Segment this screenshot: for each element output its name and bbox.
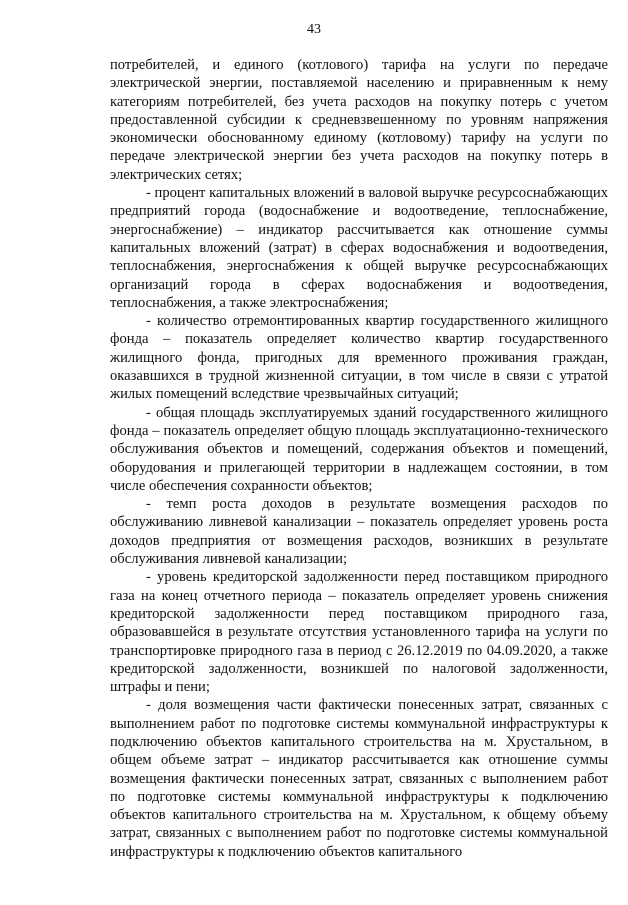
paragraph-building-area: - общая площадь эксплуатируемых зданий государственного жилищного фонда – показатель определяет общую площадь эксплуатационно-технического обслуживания объектов и помещений, содержания объектов и помещений, оборудования и прилегающей территории в надлежащем состоянии, в том числе обеспечения сохранности объектов;: [110, 404, 608, 494]
page-number: 43: [307, 22, 321, 37]
paragraph-storm-sewer-revenue: - темп роста доходов в результате возмещения расходов по обслуживанию ливневой канализации – показатель определяет уровень роста доходов предприятия от возмещения расходов, возникших в результате обслуживания ливневой канализации;: [110, 496, 608, 568]
paragraph-gas-debt: - уровень кредиторской задолженности перед поставщиком природного газа на конец отчетного периода – показатель определяет уровень снижения кредиторской задолженности перед поставщиком природного газа, образовавшейся в результате отсутствия установленного тарифа на услуги по транспортировке природного газа в период с 26.12.2019 по 04.09.2020, а также кредиторской задолженности, возникшей по налоговой задолженности, штрафы и пени;: [110, 569, 608, 696]
paragraph-capital-investment: - процент капитальных вложений в валовой выручке ресурсоснабжающих предприятий города (водоснабжение и водоотведение, теплоснабжение, энергоснабжение) – индикатор рассчитывается как отношение суммы капитальных вложений (затрат) в сферах водоснабжения и водоотведения, теплоснабжения, энергоснабжения к общей выручке ресурсоснабжающих организаций города в сферах водоснабжения и водоотведения, теплоснабжения, а также электроснабжения;: [110, 185, 608, 311]
paragraph-repaired-apartments: - количество отремонтированных квартир государственного жилищного фонда – показатель определяет количество квартир государственного жилищного фонда, пригодных для временного проживания граждан, оказавшихся в трудной жизненной ситуации, в том числе в связи с утратой жилых помещений вследствие чрезвычайных ситуаций;: [110, 313, 608, 403]
document-body: [110, 56, 608, 861]
paragraph-cost-reimbursement: - доля возмещения части фактически понесенных затрат, связанных с выполнением работ по подготовке системы коммунальной инфраструктуры к подключению объектов капитального строительства на м. Хрустальном, в общем объеме затрат – индикатор рассчитывается как отношение суммы возмещения фактически понесенных затрат, связанных с выполнением работ по подготовке системы коммунальной инфраструктуры к подключению объектов капитального строительства на м. Хрустальном, к общему объему затрат, связанных с выполнением работ по подготовке системы коммунальной инфраструктуры к подключению объектов капитального: [110, 697, 608, 860]
paragraph-continuation: потребителей, и единого (котлового) тарифа на услуги по передаче электрической энергии, поставляемой населению и приравненным к нему категориям потребителей, без учета расходов на покупку потерь с учетом предоставленной субсидии к средневзвешенному по уровням напряжения экономически обоснованному единому (котловому) тарифу на услуги по передаче электрической энергии без учета расходов на покупку потерь в электрических сетях;: [110, 57, 608, 183]
